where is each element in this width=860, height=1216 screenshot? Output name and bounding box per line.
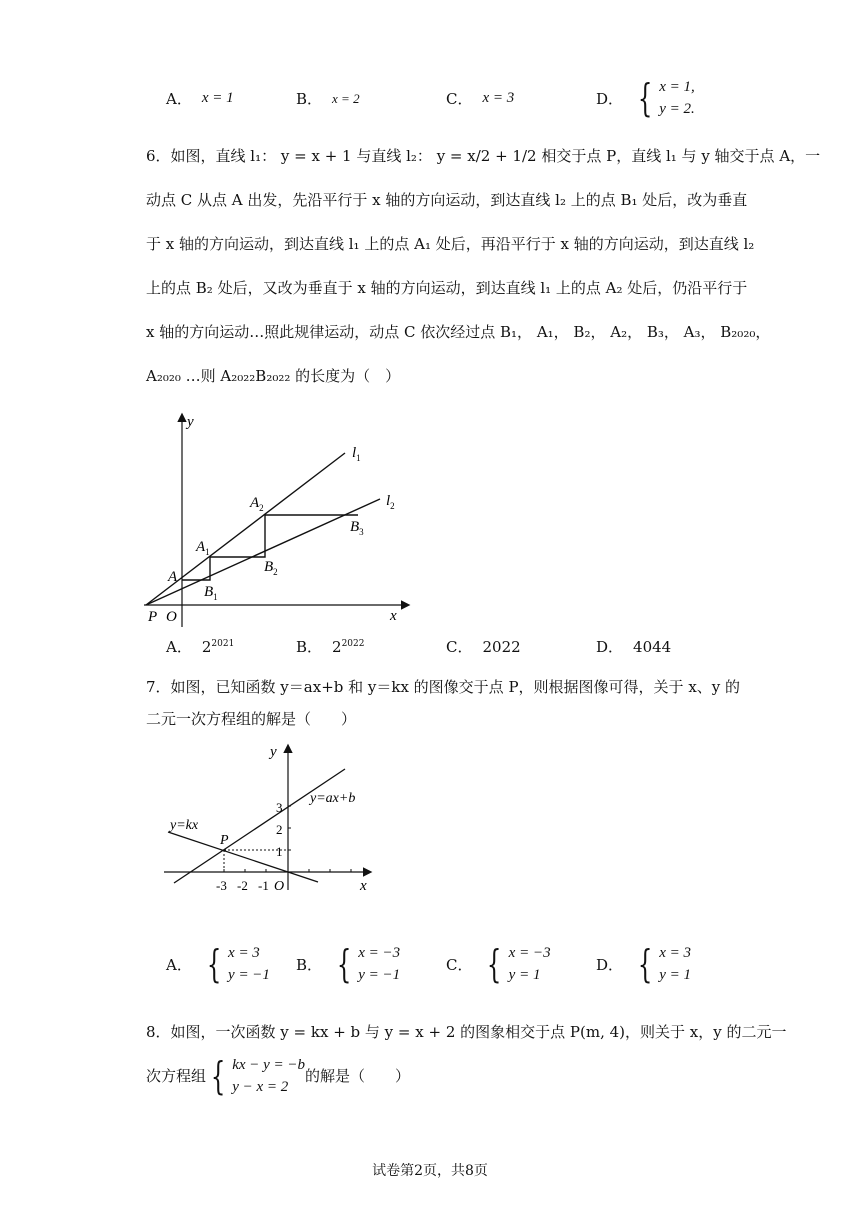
q6-option-c[interactable] <box>446 636 521 657</box>
q5-option-a[interactable] <box>166 88 234 109</box>
q7-option-c[interactable] <box>446 942 551 986</box>
q7-option-a[interactable] <box>166 942 270 986</box>
equation-label-kx: y=kx <box>170 818 199 833</box>
origin-label: O <box>166 609 177 625</box>
system-line: y = −1 <box>228 967 270 983</box>
page-footer: 试卷第2页，共8页 <box>372 1163 488 1179</box>
option-text: $2^{2022}$ <box>332 637 365 656</box>
brace-icon: { <box>206 942 222 986</box>
point-p-label: P <box>220 833 229 848</box>
option-text: x = 1 <box>201 90 234 106</box>
tick-label: -3 <box>216 878 227 893</box>
option-letter: A． <box>166 90 192 108</box>
option-letter: C． <box>446 955 473 974</box>
equation-system <box>202 942 270 986</box>
question-text-line: 7．如图，已知函数 y＝ax+b 和 y＝kx 的图像交于点 P，则根据图像可得，关于 x、y 的 <box>146 678 741 696</box>
brace-icon: { <box>487 942 502 986</box>
option-letter: A． <box>166 638 192 656</box>
system-line: x = 3 <box>659 945 691 961</box>
equation-system <box>633 942 691 986</box>
system-line: x = 3 <box>228 945 260 961</box>
system-line: y = 1 <box>659 967 691 983</box>
option-letter: D． <box>596 638 624 656</box>
equation-system <box>633 76 695 120</box>
point-a-label: A <box>168 569 178 585</box>
question-text-line: 上的点 B₂ 处后，又改为垂直于 x 轴的方向运动，到达直线 l₁ 上的点 A₂ 处后，仍沿平行于 <box>146 279 748 297</box>
option-letter: C． <box>446 90 473 108</box>
system-line: kx − y = −b <box>232 1057 306 1073</box>
option-text: x = 3 <box>482 90 515 106</box>
l2-label: $l_2$ <box>386 493 395 511</box>
option-letter: C． <box>446 638 473 656</box>
line-kx <box>168 832 318 882</box>
system-line: y − x = 2 <box>232 1079 289 1095</box>
option-text: $2^{2021}$ <box>201 637 235 656</box>
option-letter: A． <box>166 955 192 974</box>
equation-system <box>332 942 400 986</box>
q6-option-d[interactable] <box>596 636 671 657</box>
system-line: x = 1, <box>659 79 695 95</box>
y-axis-label: y <box>187 414 194 430</box>
option-letter: D． <box>596 89 624 108</box>
y-axis-label: y <box>270 744 277 760</box>
option-letter: B． <box>296 90 323 108</box>
question-text-line <box>146 1054 410 1098</box>
brace-icon: { <box>210 1054 226 1098</box>
origin-label: O <box>274 879 285 894</box>
q6-option-a[interactable] <box>166 636 234 657</box>
system-line: y = −1 <box>358 967 401 983</box>
point-a2-label: $A_2$ <box>250 495 264 513</box>
point-a1-label: $A_1$ <box>196 539 210 557</box>
l1-label: $l_1$ <box>352 445 361 463</box>
equation-system <box>206 1054 305 1098</box>
point-b3-label: $B_3$ <box>350 519 364 537</box>
equation-label-ax-plus-b: y=ax+b <box>310 791 356 806</box>
tick-label: 1 <box>276 844 283 859</box>
point-b2-label: $B_2$ <box>264 559 278 577</box>
q7-option-b[interactable] <box>296 942 400 986</box>
option-letter: D． <box>596 955 624 974</box>
brace-icon: { <box>637 942 653 986</box>
system-line: y = 2. <box>659 101 695 117</box>
system-line: y = 1 <box>508 967 541 983</box>
point-b1-label: $B_1$ <box>204 584 218 602</box>
point-p-label: P <box>148 609 158 625</box>
q7-figure <box>160 740 385 900</box>
brace-icon: { <box>336 942 352 986</box>
option-text: 4044 <box>633 637 672 656</box>
system-line: x = −3 <box>358 945 401 961</box>
line-ax-plus-b <box>174 769 345 883</box>
option-text: x = 2 <box>332 90 360 106</box>
q6-option-b[interactable] <box>296 636 364 657</box>
x-axis-label: x <box>360 878 367 894</box>
question-text-line: A₂₀₂₀ …则 A₂₀₂₂B₂₀₂₂ 的长度为（ ） <box>146 367 401 385</box>
question-text-line: 6．如图，直线 l₁： y = x + 1 与直线 l₂： y = x/2 + 1/2 相交于点 P，直线 l₁ 与 y 轴交于点 A，一 <box>146 147 821 165</box>
q5-option-b[interactable] <box>296 88 360 109</box>
q5-option-d[interactable] <box>596 76 695 120</box>
question-text-line: x 轴的方向运动…照此规律运动，动点 C 依次经过点 B₁， A₁， B₂， A₂， B₃， A₃， B₂₀₂₀， <box>146 323 771 341</box>
tick-label: -2 <box>237 878 248 893</box>
tick-label: 2 <box>276 822 283 837</box>
q7-option-d[interactable] <box>596 942 691 986</box>
tick-label: -1 <box>258 878 269 893</box>
q5-option-c[interactable] <box>446 88 514 109</box>
x-axis-label: x <box>390 608 397 624</box>
text-fragment: 的解是（ ） <box>305 1067 411 1085</box>
question-text-line: 于 x 轴的方向运动，到达直线 l₁ 上的点 A₁ 处后，再沿平行于 x 轴的方向运动，到达直线 l₂ <box>146 235 755 253</box>
system-line: x = −3 <box>508 945 551 961</box>
question-text-line: 8．如图，一次函数 y = kx + b 与 y = x + 2 的图象相交于点 P(m, 4)，则关于 x，y 的二元一 <box>146 1023 787 1041</box>
q6-figure <box>140 405 420 630</box>
question-text-line: 二元一次方程组的解是（ ） <box>146 710 357 728</box>
option-letter: B． <box>296 638 323 656</box>
tick-label: 3 <box>276 800 283 815</box>
text-fragment: 次方程组 <box>146 1067 207 1085</box>
equation-system <box>482 942 550 986</box>
question-text-line: 动点 C 从点 A 出发，先沿平行于 x 轴的方向运动，到达直线 l₂ 上的点 B₁ 处后，改为垂直 <box>146 191 748 209</box>
brace-icon: { <box>637 76 653 120</box>
option-letter: B． <box>296 955 323 974</box>
option-text: 2022 <box>482 637 521 656</box>
